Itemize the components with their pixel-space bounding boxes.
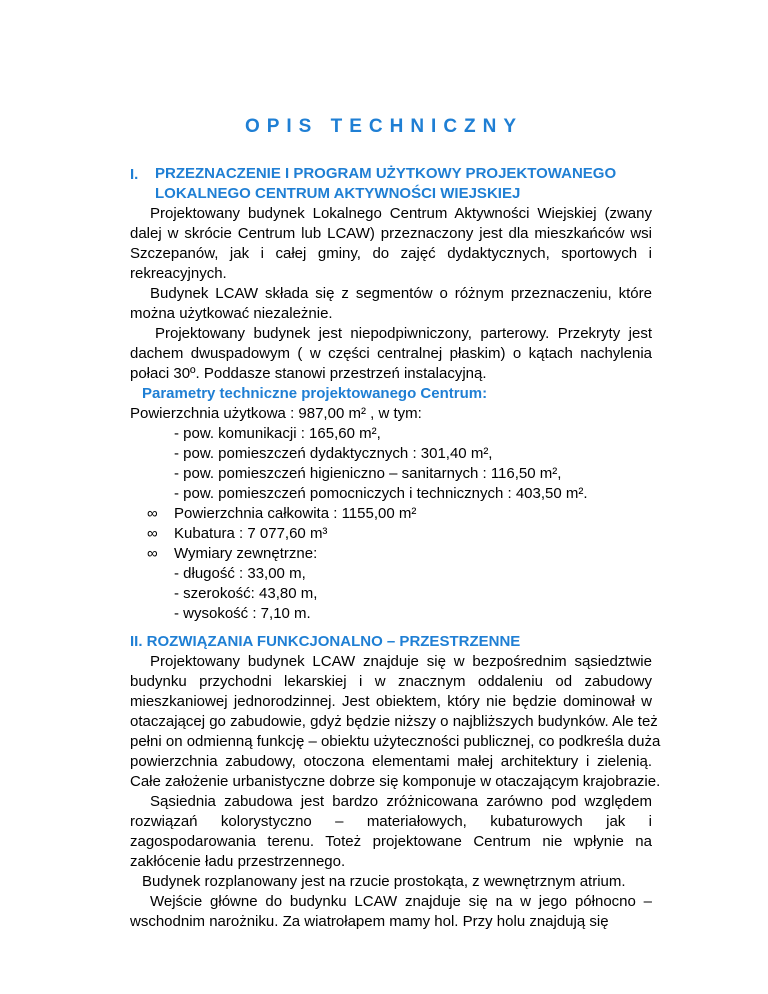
paragraph-line: dachem dwuspadowym ( w części centralnej płaskim) o kątach nachylenia: [130, 345, 652, 362]
paragraph-line: otaczającej go zabudowie, gdyż będzie niższy o najbliższych budynków. Ale też: [130, 713, 658, 730]
paragraph-line: Całe założenie urbanistyczne dobrze się komponuje w otaczającym krajobrazie.: [130, 773, 661, 790]
dimension-item: - długość : 33,00 m,: [174, 565, 306, 582]
parameters-heading: Parametry techniczne projektowanego Centrum:: [142, 385, 488, 402]
paragraph-line: zakłócenie ładu przestrzennego.: [130, 853, 346, 870]
bullet-item: Powierzchnia całkowita : 1155,00 m²: [174, 505, 417, 522]
paragraph-line: powierzchnia zabudowy, otoczona elementami małej architektury i zielenią.: [130, 753, 652, 770]
paragraph-line: Sąsiednia zabudowa jest bardzo zróżnicowana zarówno pod względem: [150, 793, 652, 810]
section-2-heading: II. ROZWIĄZANIA FUNKCJONALNO – PRZESTRZENNE: [130, 633, 521, 650]
paragraph-line: zagospodarowania terenu. Toteż projektowane Centrum nie wpłynie na: [130, 833, 652, 850]
section-1-heading-line2: LOKALNEGO CENTRUM AKTYWNOŚCI WIEJSKIEJ: [155, 185, 521, 202]
bullet-item: Wymiary zewnętrzne:: [174, 545, 318, 562]
paragraph-line: można użytkować niezależnie.: [130, 305, 333, 322]
paragraph-line: rekreacyjnych.: [130, 265, 227, 282]
sub-item: - pow. komunikacji : 165,60 m²,: [174, 425, 381, 442]
sub-item: - pow. pomieszczeń dydaktycznych : 301,40 m²,: [174, 445, 493, 462]
document-title: OPIS TECHNICZNY: [244, 116, 524, 137]
bullet-item: Kubatura : 7 077,60 m³: [174, 525, 328, 542]
sub-item: - pow. pomieszczeń pomocniczych i technicznych : 403,50 m².: [174, 485, 588, 502]
paragraph-line: Projektowany budynek Lokalnego Centrum Aktywności Wiejskiej (zwany: [150, 205, 652, 222]
paragraph-line: budynku przychodni lekarskiej i w znacznym oddaleniu od zabudowy: [130, 673, 652, 690]
infinity-bullet-icon: ∞: [147, 505, 158, 522]
paragraph-line: wschodnim narożniku. Za wiatrołapem mamy hol. Przy holu znajdują się: [130, 913, 609, 930]
paragraph-line: dalej w skrócie Centrum lub LCAW) przeznaczony jest dla mieszkańców wsi: [130, 225, 652, 242]
section-1-number: I.: [130, 166, 139, 183]
paragraph-line: pełni on odmienną funkcję – obiektu użyteczności publicznej, co podkreśla duża: [130, 733, 661, 750]
paragraph-line: połaci 30º. Poddasze stanowi przestrzeń instalacyjną.: [130, 365, 487, 382]
dimension-item: - wysokość : 7,10 m.: [174, 605, 311, 622]
paragraph-line: rozwiązań kolorystyczno – materiałowych, kubaturowych jak i: [130, 813, 652, 830]
paragraph-line: Budynek LCAW składa się z segmentów o różnym przeznaczeniu, które: [150, 285, 652, 302]
sub-item: - pow. pomieszczeń higieniczno – sanitarnych : 116,50 m²,: [174, 465, 562, 482]
paragraph-line: Szczepanów, jak i całej gminy, do zajęć dydaktycznych, sportowych i: [130, 245, 652, 262]
paragraph-line: Projektowany budynek LCAW znajduje się w bezpośrednim sąsiedztwie: [150, 653, 652, 670]
paragraph-line: Projektowany budynek jest niepodpiwniczony, parterowy. Przekryty jest: [155, 325, 652, 342]
section-1-heading-line1: PRZEZNACZENIE I PROGRAM UŻYTKOWY PROJEKTOWANEGO: [155, 165, 617, 182]
usable-area: Powierzchnia użytkowa : 987,00 m² , w tym:: [130, 405, 422, 422]
dimension-item: - szerokość: 43,80 m,: [174, 585, 318, 602]
paragraph-line: mieszkaniowej jednorodzinnej. Jest obiektem, który nie będzie dominował w: [130, 693, 652, 710]
paragraph-line: Budynek rozplanowany jest na rzucie prostokąta, z wewnętrznym atrium.: [142, 873, 626, 890]
infinity-bullet-icon: ∞: [147, 545, 158, 562]
paragraph-line: Wejście główne do budynku LCAW znajduje się na w jego północno –: [150, 893, 652, 910]
infinity-bullet-icon: ∞: [147, 525, 158, 542]
